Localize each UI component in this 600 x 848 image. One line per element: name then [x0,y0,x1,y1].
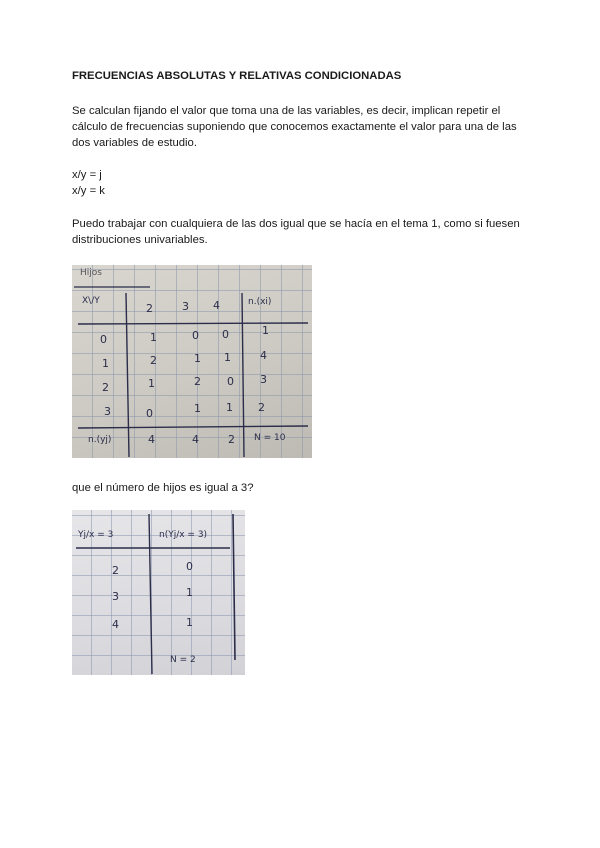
right-border [233,514,235,660]
table-cell: 1 [226,401,233,414]
corner-header: X\/Y [82,296,100,306]
formula-line-2: x/y = k [72,185,105,197]
univariate-paragraph: Puedo trabajar con cualquiera de las dos igual que se hacía en el tema 1, como si fuesen distribuciones univariables. [72,218,520,246]
conditional-header-right: n(Yj/x = 3) [159,530,208,540]
row-label: 1 [102,357,109,370]
col-header: 4 [213,299,220,312]
footer-label: n.(yj) [88,435,112,445]
formula-block [72,167,532,199]
footer-divider [78,426,308,428]
conditional-y-value: 2 [112,564,119,577]
footer-cell: 2 [228,433,235,446]
row-label: 3 [104,405,111,418]
table-cell: 1 [150,331,157,344]
table-cell: 2 [150,354,157,367]
handwritten-conditional-table [72,510,245,675]
conditional-header-left: Yj/x = 3 [78,530,114,540]
footer-cell: 4 [148,433,155,446]
column-divider [149,514,152,674]
table-cell: 1 [194,352,201,365]
conditional-n-value: 1 [186,586,193,599]
table-cell: 0 [227,375,234,388]
table-cell: 1 [148,377,155,390]
marginal-cell: 4 [260,349,267,362]
conditional-y-value: 3 [112,590,119,603]
table-cell: 1 [194,402,201,415]
table-cell: 0 [222,328,229,341]
row-label-divider [126,293,129,457]
marginal-header: n.(xi) [248,297,272,307]
header-divider [78,323,308,324]
intro-paragraph: Se calculan fijando el valor que toma una de las variables, es decir, implican repetir el cálculo de frecuencias suponiendo que conocemos exactamente el valor para una de las dos variables de estudio. [72,105,517,149]
marginal-cell: 2 [258,401,265,414]
handwritten-contingency-table [72,265,312,458]
table-cell: 2 [194,375,201,388]
footer-cell: 4 [192,433,199,446]
formula-line-1: x/y = j [72,169,102,181]
col-header: 2 [146,302,153,315]
document-title: FRECUENCIAS ABSOLUTAS Y RELATIVAS CONDICIONADAS [72,70,402,82]
table-cell: 0 [146,407,153,420]
conditional-y-value: 4 [112,618,119,631]
conditional-n-value: 0 [186,560,193,573]
total-label: N = 10 [254,433,286,443]
conditional-total-label: N = 2 [170,655,196,665]
row-label: 2 [102,381,109,394]
marginal-cell: 3 [260,373,267,386]
question-text: que el número de hijos es igual a 3? [72,482,254,494]
table-tag: Hijos [80,268,102,278]
conditional-n-value: 1 [186,616,193,629]
table-cell: 0 [192,329,199,342]
marginal-divider [242,293,244,457]
table-cell: 1 [224,351,231,364]
row-label: 0 [100,333,107,346]
col-header: 3 [182,300,189,313]
marginal-cell: 1 [262,324,269,337]
